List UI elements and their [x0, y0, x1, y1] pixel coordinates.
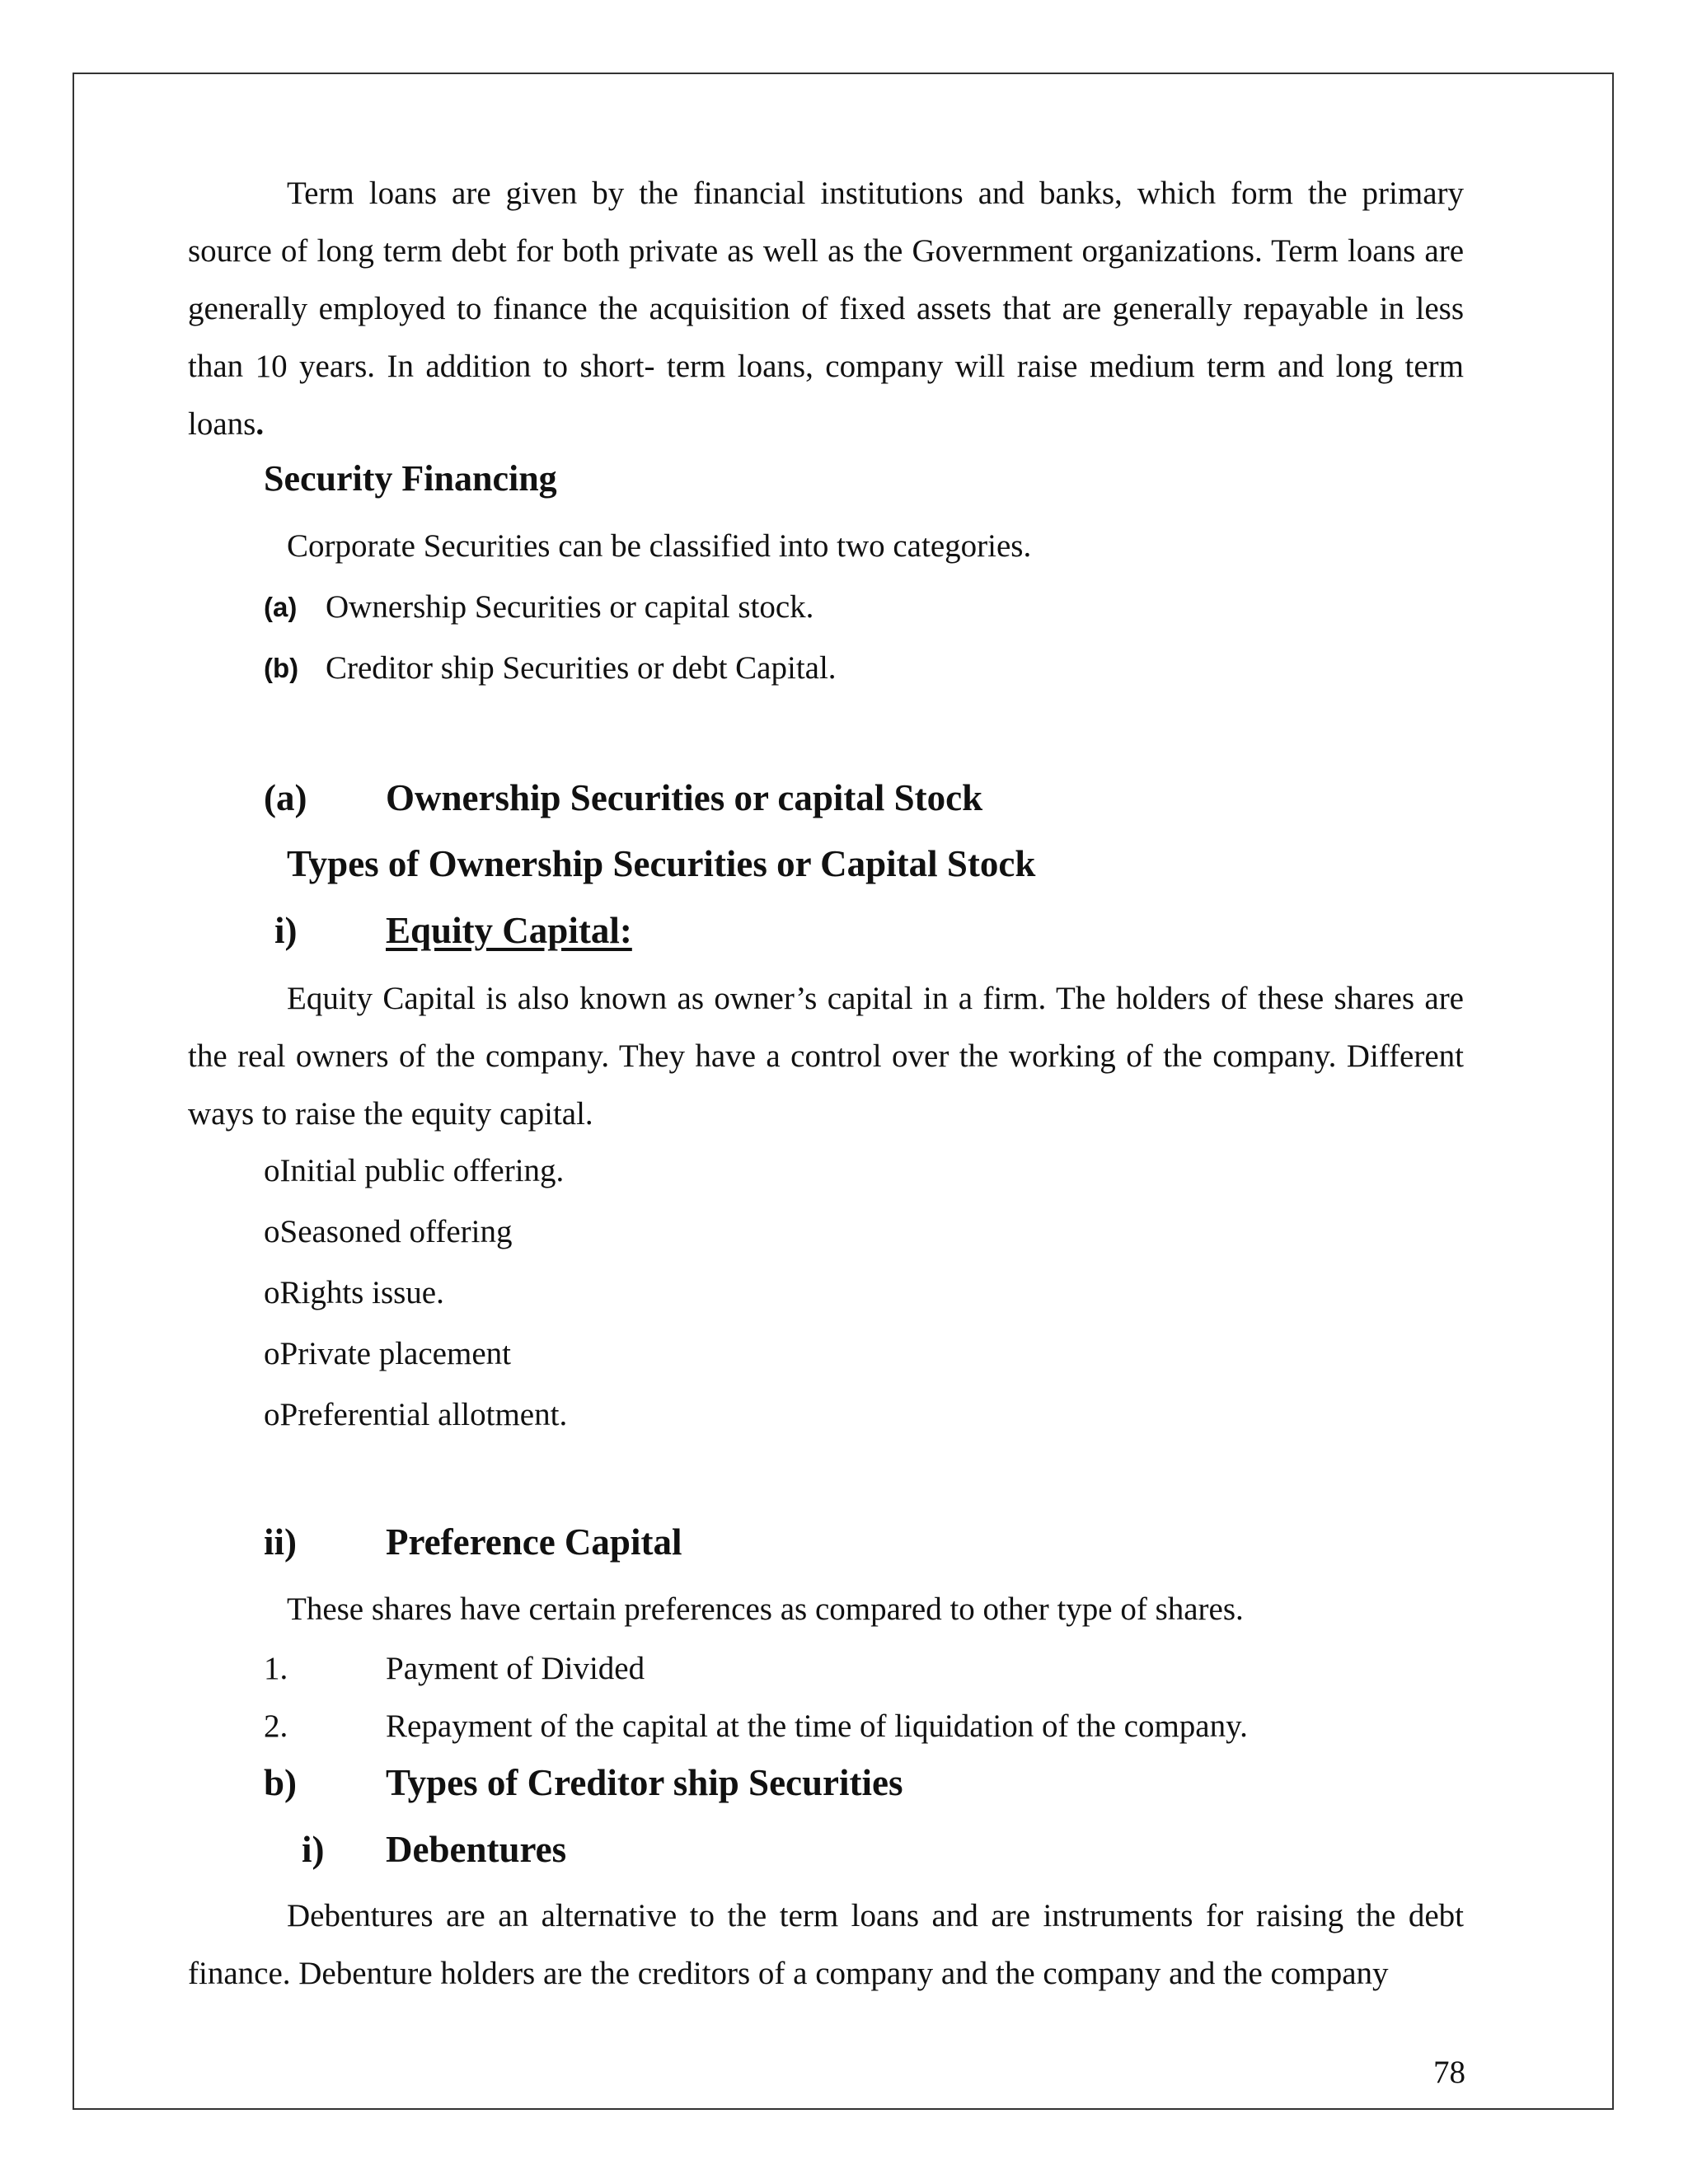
section-a-label: (a): [264, 777, 307, 818]
bullet-item: oInitial public offering.: [264, 1153, 565, 1188]
debentures-label: i): [302, 1829, 325, 1870]
numbered-label: 1.: [264, 1651, 288, 1686]
section-a-heading: Ownership Securities or capital Stock: [386, 777, 983, 818]
bullet-item: oRights issue.: [264, 1275, 444, 1310]
list-label: (b): [264, 653, 299, 683]
bullet-item: oPreferential allotment.: [264, 1397, 568, 1432]
section-a-subheading: Types of Ownership Securities or Capital Stock: [287, 843, 1036, 884]
security-financing-intro: Corporate Securities can be classified into two categories.: [287, 528, 1032, 564]
equity-label: i): [274, 910, 298, 951]
bullet-item: oPrivate placement: [264, 1336, 511, 1371]
bullet-item: oSeasoned offering: [264, 1214, 513, 1249]
debentures-paragraph: Debentures are an alternative to the term loans and are instruments for raising the debt finance. Debenture holders are the creditors of a company and the company and the company: [188, 1898, 1464, 1991]
page-number: 78: [1433, 2055, 1465, 2090]
preference-label: ii): [264, 1521, 297, 1563]
numbered-item: Payment of Divided: [386, 1651, 645, 1686]
numbered-item: Repayment of the capital at the time of liquidation of the company.: [386, 1708, 1248, 1744]
debentures-heading: Debentures: [386, 1829, 567, 1870]
security-financing-heading: Security Financing: [264, 458, 557, 499]
equity-heading: Equity Capital:: [386, 910, 632, 951]
equity-paragraph: Equity Capital is also known as owner’s capital in a firm. The holders of these shares are the real owners of the company. They have a control over the working of the company. Different ways to raise the equity capital.: [188, 981, 1464, 1132]
section-b-label: b): [264, 1762, 298, 1803]
list-label: (a): [264, 592, 298, 622]
preference-heading: Preference Capital: [386, 1521, 682, 1563]
intro-paragraph: Term loans are given by the financial institutions and banks, which form the primary source of long term debt for both private as well as the Government organizations. Term loans are generally employed to finance the acquisition of fixed assets that are generally repayable in less than 10 years. In addition to short- term loans, company will raise medium term and long term loans.: [188, 176, 1464, 442]
list-item: Creditor ship Securities or debt Capital.: [326, 650, 837, 686]
preference-intro: These shares have certain preferences as compared to other type of shares.: [287, 1591, 1244, 1627]
section-b-heading: Types of Creditor ship Securities: [386, 1762, 903, 1803]
numbered-label: 2.: [264, 1708, 288, 1744]
list-item: Ownership Securities or capital stock.: [326, 589, 814, 625]
